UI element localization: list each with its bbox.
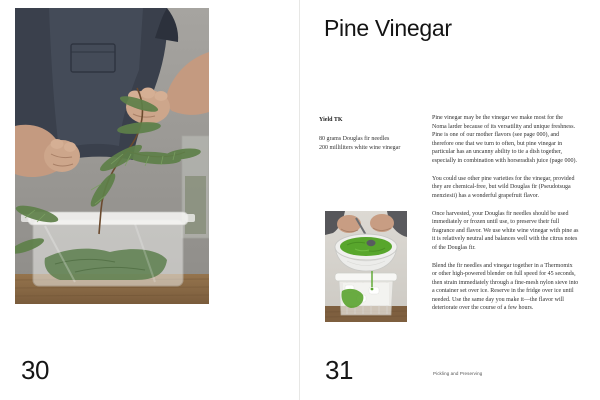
spoon-bowl [367,240,376,246]
plastic-tub [21,212,195,286]
yield-label: Yield TK [319,117,343,123]
body-paragraph: Pine vinegar may be the vinegar we make most for the Noma larder because of its versatility and unique freshness. Pine is one of our mother flavors (see page 000), and therefore one that we turn to often, but pine vinegar in particular has an uncanny ability to tie a dish together, especially in combination with horseradish juice (page 000). [432,115,577,164]
running-footer: Pickling and Preserving [433,371,483,376]
fir-branch-photo-illustration [15,8,209,304]
plastic-container-small [335,273,397,315]
ingredient-list [319,135,429,152]
straining-photo-illustration [325,211,407,322]
fir-branch-photo [15,8,209,304]
body-paragraph: Once harvested, your Douglas fir needles should be used immediately or frozen until use, to preserve their full fragrance and flavor. We use white wine vinegar with pine as it is relatively neutral and balances well with the citrus notes of the Douglas fir. [432,210,579,251]
recipe-title: Pine Vinegar [324,15,452,41]
page-gutter [299,0,300,400]
page-number-right: 31 [325,355,353,385]
page-number-left: 30 [21,355,49,385]
body-paragraph: You could use other pine varieties for the vinegar, provided they are chemical-free, but wild Douglas fir (Pseudotsuga menziesii) has a wonderful grapefruit flavor. [432,175,575,199]
ingredient-line: 200 milliliters white wine vinegar [319,144,401,151]
ingredient-line: 80 grams Douglas fir needles [319,136,390,142]
body-paragraph: Blend the fir needles and vinegar together in a Thermomix or other high-powered blender on full speed for 45 seconds, then strain immediately through a fine-mesh nylon sieve into a container set over ice. Reserve in the fridge over ice until needed. Use the same day you make it—the flavor will deteriorate over the course of a few hours. [432,262,579,311]
recipe-body [432,114,579,322]
straining-photo [325,211,407,322]
